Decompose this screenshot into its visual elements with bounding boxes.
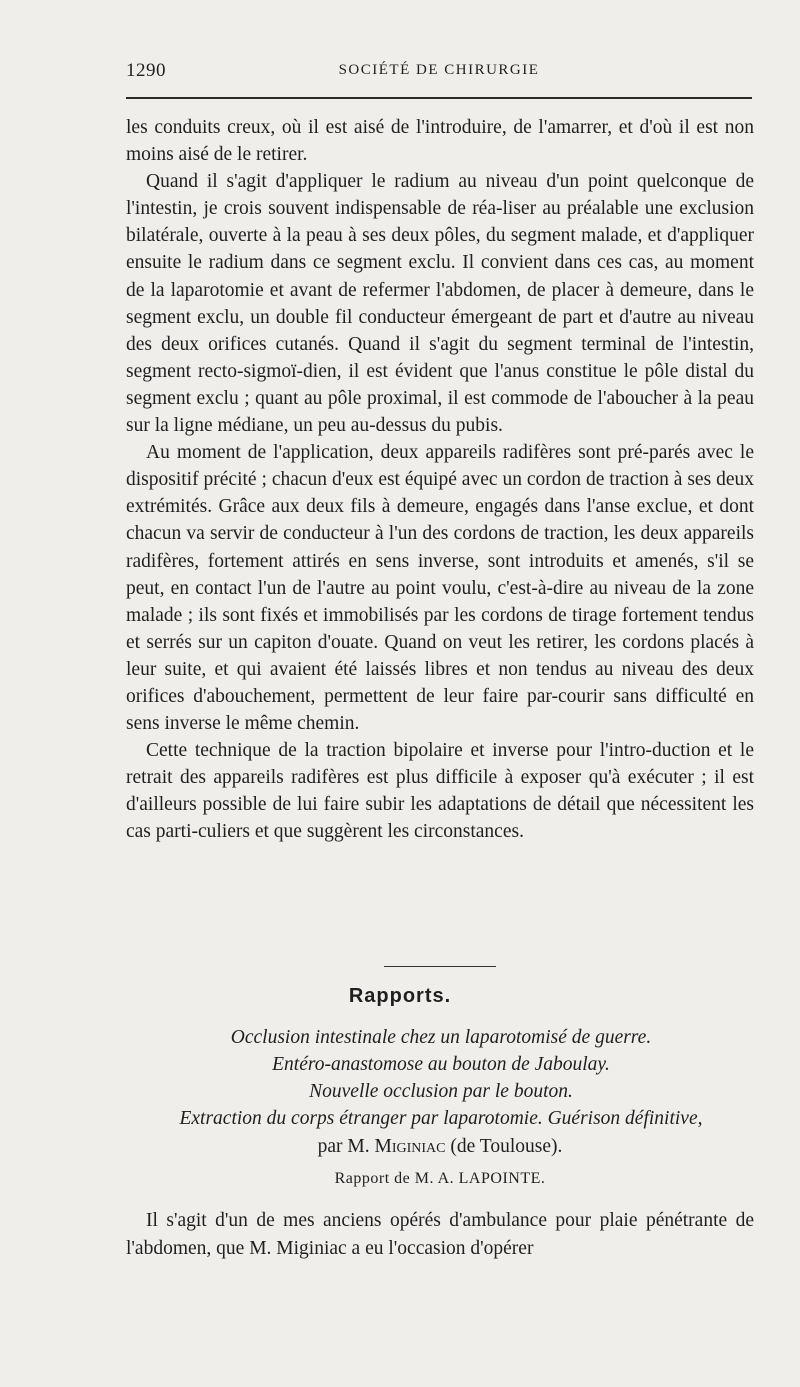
article-title-line-2: Entéro-anastomose au bouton de Jaboulay.	[272, 1054, 610, 1075]
author-prefix: par M.	[317, 1136, 370, 1157]
article-title	[126, 1024, 756, 1132]
reporter-line: Rapport de M. A. LAPOINTE.	[334, 1170, 546, 1187]
report-opening-paragraph: Il s'agit d'un de mes anciens opérés d'ambulance pour plaie pénétrante de l'abdomen, que M. Miginiac a eu l'occasion d'opérer	[126, 1210, 754, 1259]
article-title-line-3: Nouvelle occlusion par le bouton.	[309, 1081, 573, 1102]
paragraph-4: Cette technique de la traction bipolaire et inverse pour l'intro-duction et le retrait des appareils radifères est plus difficile à exposer qu'à exécuter ; il est d'ailleurs possible de lui faire subir les adaptations de détail que nécessitent les cas parti-culiers et que suggèrent les circonstances.	[126, 740, 754, 843]
article-author	[0, 1136, 800, 1158]
paragraph-1: les conduits creux, où il est aisé de l'introduire, de l'amarrer, et d'où il est non moins aisé de le retirer.	[126, 117, 754, 166]
page-number: 1290	[126, 60, 166, 81]
header-rule	[126, 97, 752, 99]
body-text	[126, 114, 754, 846]
report-text	[126, 1207, 754, 1262]
page-header	[126, 60, 752, 86]
running-title: SOCIÉTÉ DE CHIRURGIE	[338, 62, 540, 78]
article-title-line-4: Extraction du corps étranger par laparotomie. Guérison définitive,	[179, 1108, 703, 1129]
paragraph-3: Au moment de l'application, deux appareils radifères sont pré-parés avec le dispositif précité ; chacun d'eux est équipé avec un cordon de traction à ses deux extrémités. Grâce aux deux fils à demeure, engagés dans l'anse exclue, et dont chacun va servir de conducteur à l'un des cordons de traction, les deux appareils radifères, fortement attirés en sens inverse, sont introduits et amenés, s'il se peut, en contact l'un de l'autre au point voulu, c'est-à-dire au niveau de la zone malade ; ils sont fixés et immobilisés par les cordons de tirage fortement tendus et serrés sur un capiton d'ouate. Quand on veut les retirer, les cordons placés à leur suite, et qui avaient été laissés libres et non tendus au niveau des deux orifices d'abouchement, permettent de leur faire par-courir sans difficulté en sens inverse le même chemin.	[126, 442, 754, 735]
author-place: (de Toulouse).	[450, 1136, 563, 1157]
section-separator	[384, 966, 496, 967]
paragraph-2: Quand il s'agit d'appliquer le radium au niveau d'un point quelconque de l'intestin, je crois souvent indispensable de réa-liser au préalable une exclusion bilatérale, ouverte à la peau à ses deux pôles, du segment malade, et d'appliquer ensuite le radium dans ce segment exclu. Il convient dans ces cas, au moment de la laparotomie et avant de refermer l'abdomen, de placer à demeure, dans le segment exclu, un double fil conducteur émergeant de part et d'autre au niveau des deux orifices cutanés. Quand il s'agit du segment terminal de l'intestin, segment recto-sigmoï-dien, il est évident que l'anus constitue le pôle distal du segment exclu ; quant au pôle proximal, il est commode de l'aboucher à la peau sur la ligne médiane, un peu au-dessus du pubis.	[126, 171, 754, 437]
section-title: Rapports.	[348, 985, 452, 1007]
author-name: Miginiac	[374, 1136, 446, 1157]
article-title-line-1: Occlusion intestinale chez un laparotomisé de guerre.	[230, 1027, 652, 1048]
